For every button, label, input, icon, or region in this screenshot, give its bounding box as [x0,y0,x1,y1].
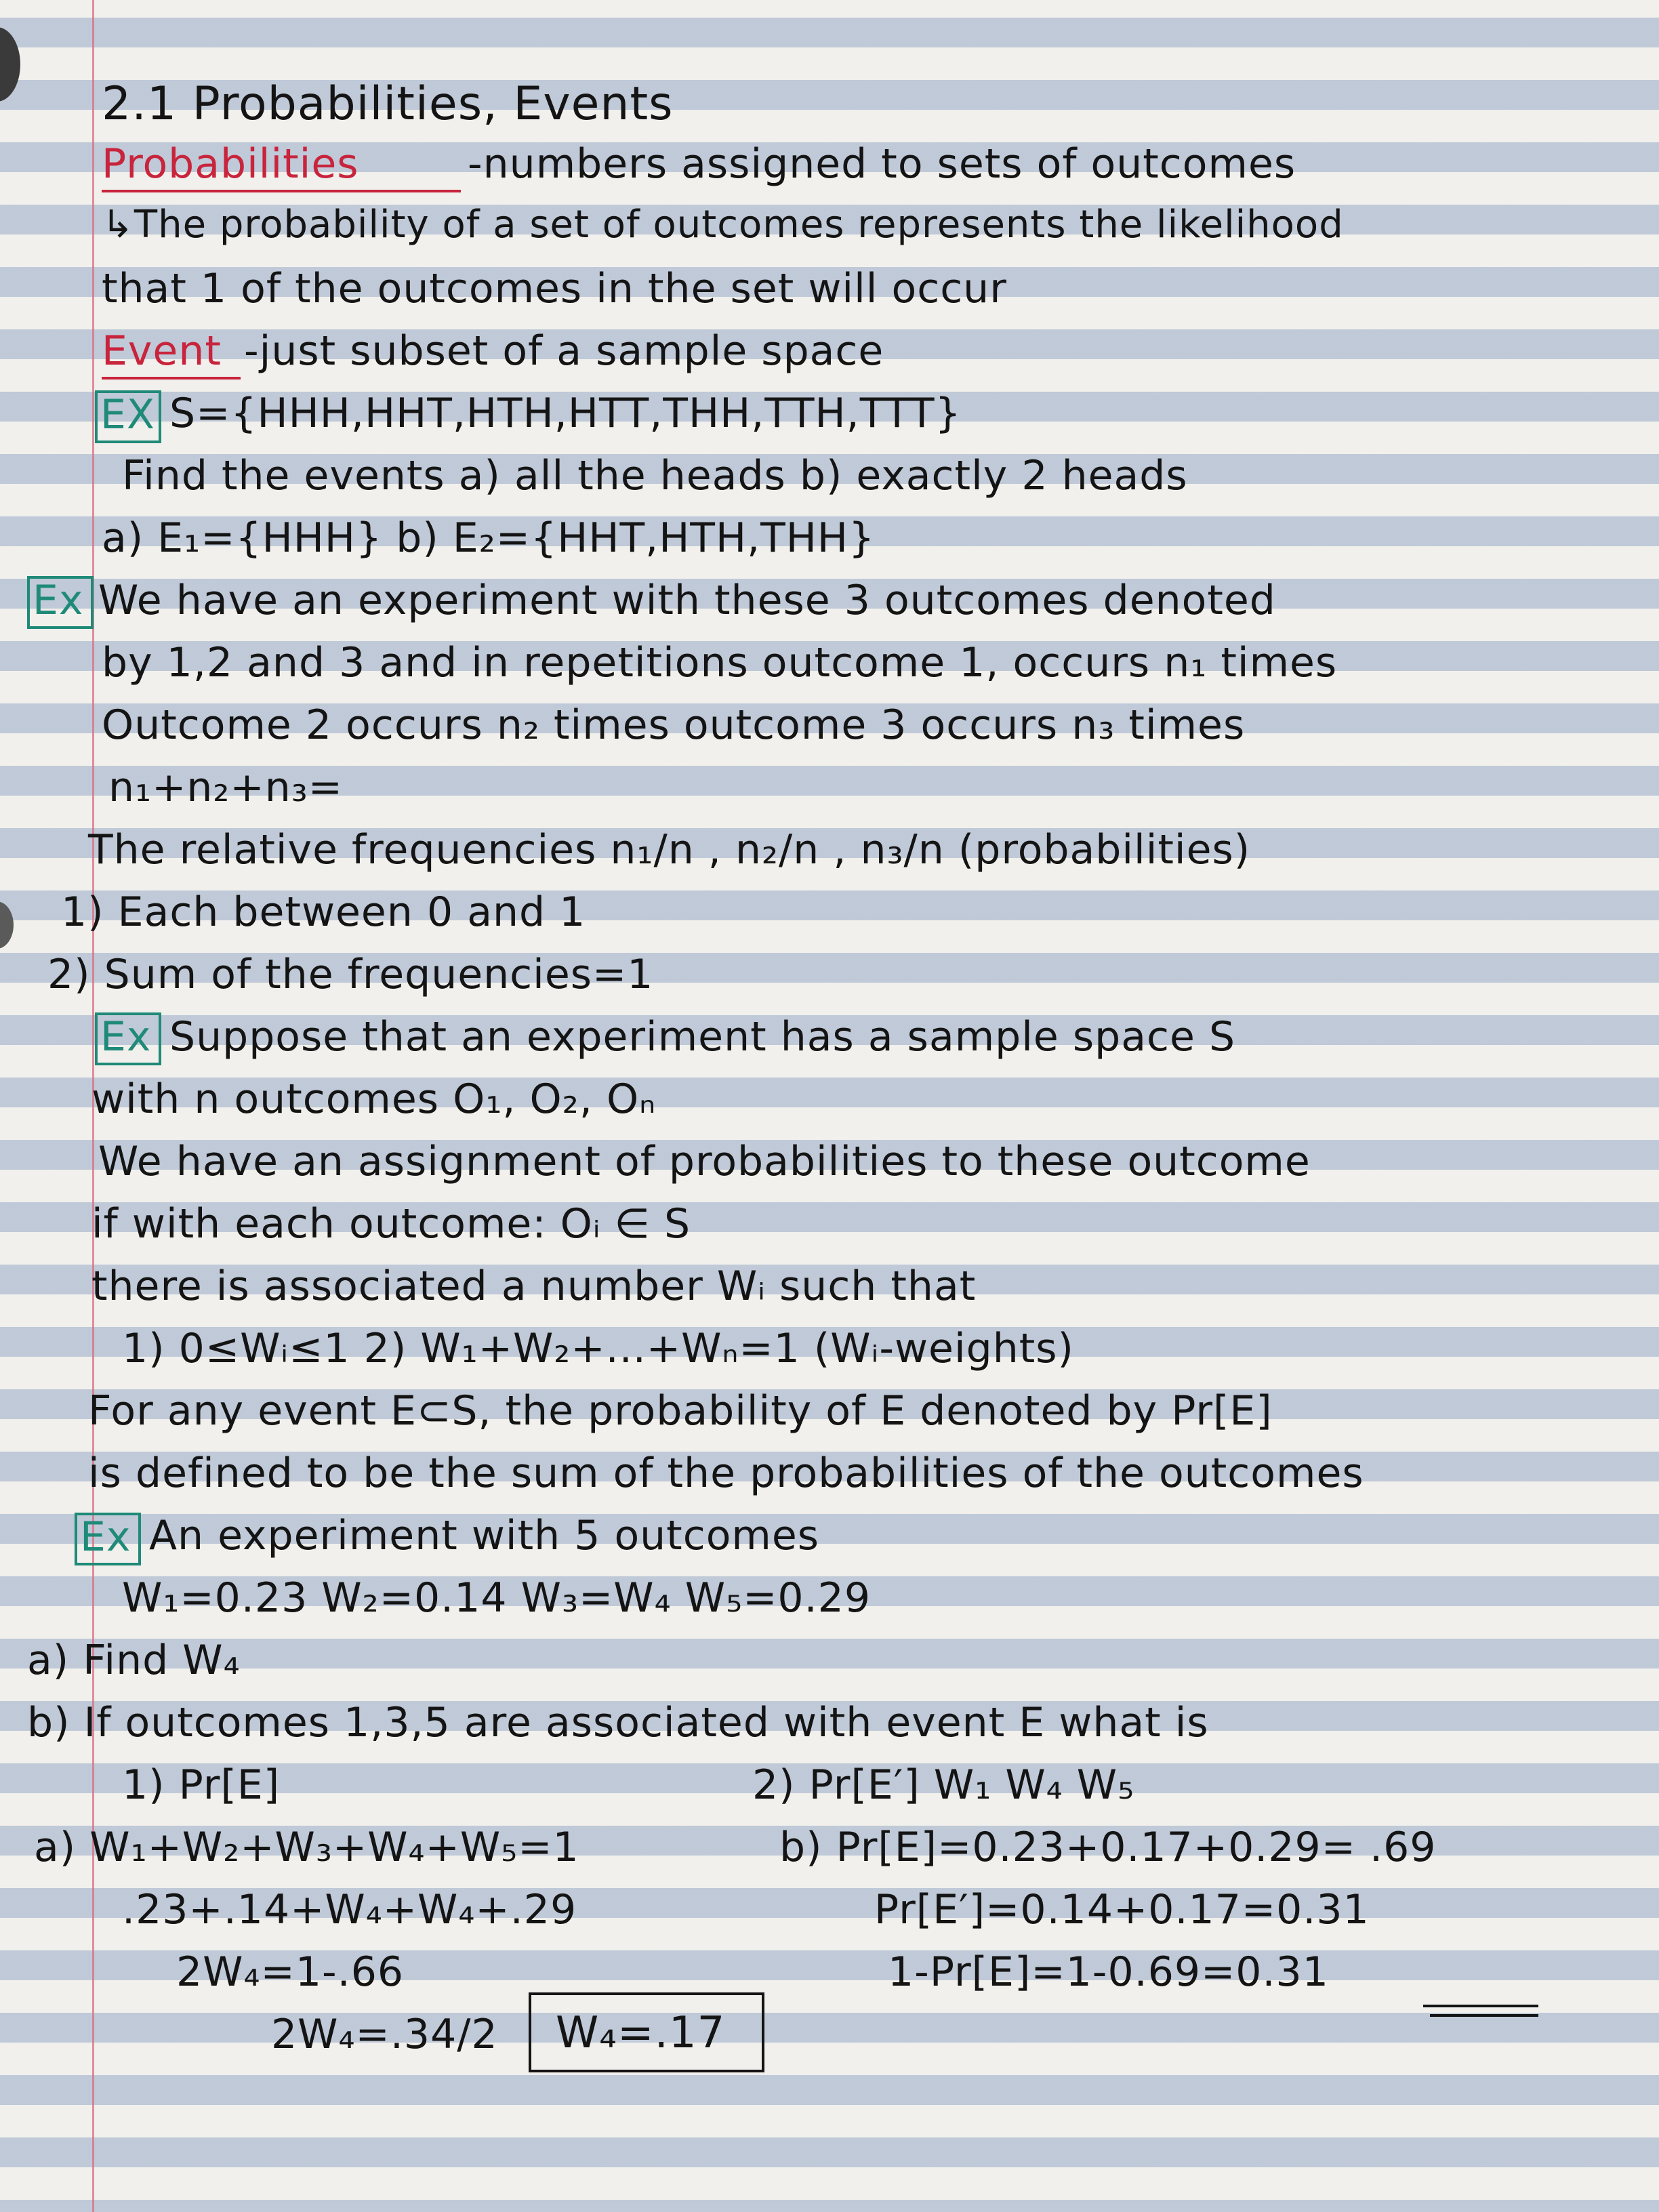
work-line: 2W₄=.34/2 [271,2011,498,2058]
term-event: Event [102,327,222,375]
note-line: ↳The probability of a set of outcomes represents the likelihood [102,203,1344,247]
example-label: Ex [33,577,84,624]
note-line: Outcome 2 occurs n₂ times outcome 3 occurs n₃ times [102,701,1246,749]
note-line: if with each outcome: Oᵢ ∈ S [91,1200,691,1248]
note-line: with n outcomes O₁, O₂, Oₙ [91,1076,657,1123]
red-underline [102,377,241,380]
note-line: An experiment with 5 outcomes [149,1512,820,1559]
work-line: 1-Pr[E]=1-0.69=0.31 [888,1948,1329,1996]
work-line: 2W₄=1-.66 [176,1948,405,1996]
answer: W₄=.17 [556,2008,726,2058]
example-label: EX [100,391,156,438]
note-line: a) E₁={HHH} b) E₂={HHT,HTH,THH} [102,514,876,562]
answer-underline [1423,2005,1538,2007]
note-line: a) Find W₄ [27,1637,241,1684]
work-line: b) Pr[E]=0.23+0.17+0.29= .69 [779,1824,1437,1871]
note-line: 1) 0≤Wᵢ≤1 2) W₁+W₂+...+Wₙ=1 (Wᵢ-weights) [122,1325,1074,1372]
answer-underline [1430,2014,1538,2017]
note-line: 2) Pr[E′] W₁ W₄ W₅ [752,1761,1135,1809]
example-label: Ex [80,1513,131,1561]
work-line: Pr[E′]=0.14+0.17=0.31 [874,1886,1370,1933]
note-line: W₁=0.23 W₂=0.14 W₃=W₄ W₅=0.29 [122,1574,871,1622]
work-line: .23+.14+W₄+W₄+.29 [122,1886,577,1933]
note-line: S={HHH,HHT,HTH,HTT,THH,TTH,TTT} [169,390,962,437]
note-line: The relative frequencies n₁/n , n₂/n , n₃/n (probabilities) [88,826,1251,874]
note-line: is defined to be the sum of the probabilities of the outcomes [88,1450,1364,1497]
work-line: a) W₁+W₂+W₃+W₄+W₅=1 [34,1824,579,1871]
note-line: 1) Pr[E] [122,1761,281,1809]
note-line: b) If outcomes 1,3,5 are associated with event E what is [27,1699,1209,1746]
note-line: We have an experiment with these 3 outcomes denoted [98,577,1276,624]
example-label: Ex [100,1013,152,1061]
note-line: -numbers assigned to sets of outcomes [468,140,1296,188]
note-line: by 1,2 and 3 and in repetitions outcome 1, occurs n₁ times [102,639,1338,687]
note-line: 1) Each between 0 and 1 [61,888,586,936]
note-line: For any event E⊂S, the probability of E denoted by Pr[E] [88,1387,1273,1435]
note-line: that 1 of the outcomes in the set will occur [102,265,1007,312]
page-title: 2.1 Probabilities, Events [102,77,674,131]
term-probabilities: Probabilities [102,140,359,188]
note-line: -just subset of a sample space [244,327,884,375]
note-line: Find the events a) all the heads b) exactly 2 heads [122,452,1188,499]
red-underline [102,190,461,192]
note-line: n₁+n₂+n₃= [108,764,344,811]
note-line: there is associated a number Wᵢ such that [91,1263,977,1310]
note-line: We have an assignment of probabilities to these outcome [98,1138,1311,1185]
note-line: 2) Sum of the frequencies=1 [47,951,654,998]
note-line: Suppose that an experiment has a sample space S [169,1013,1236,1061]
